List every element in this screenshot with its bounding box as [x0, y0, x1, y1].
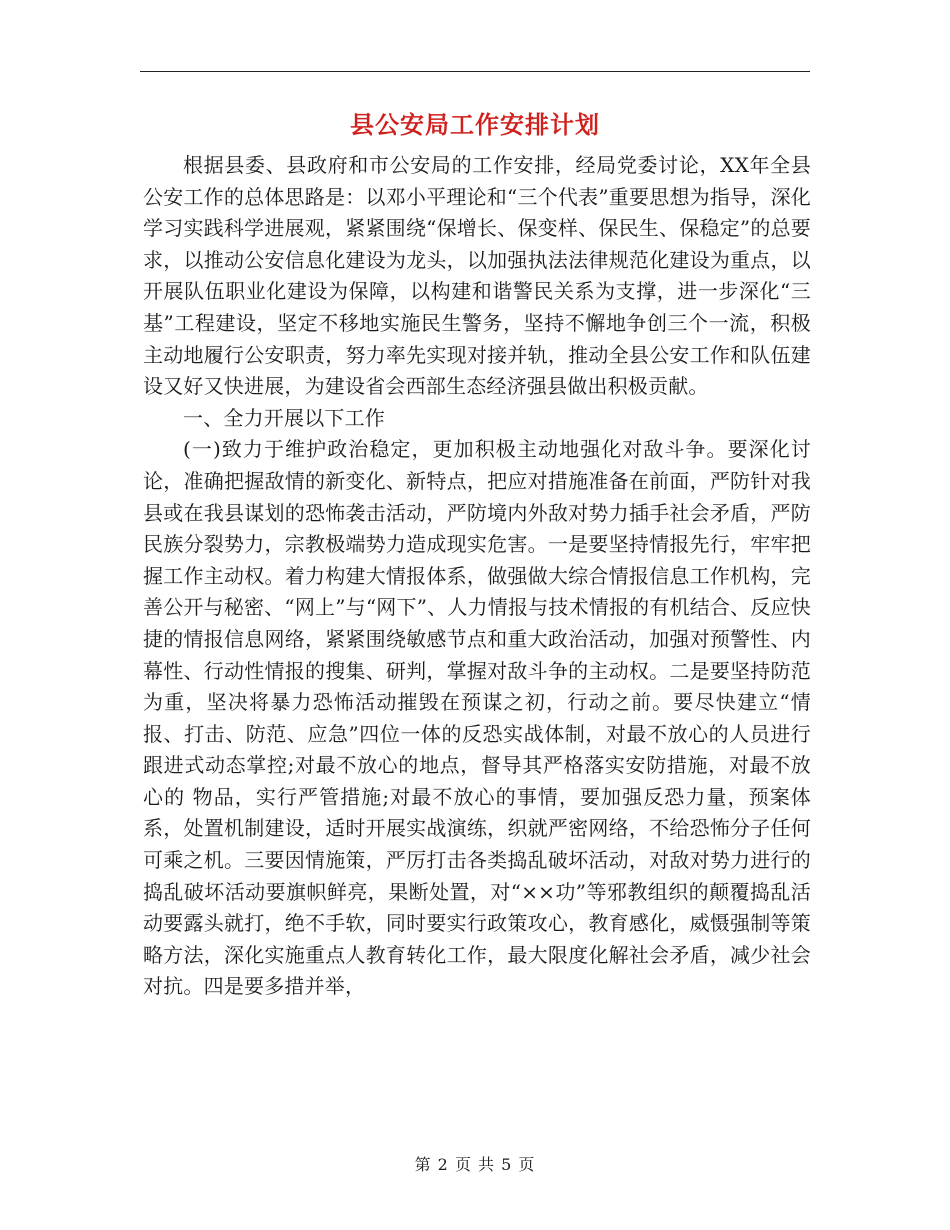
- section-heading: 一、全力开展以下工作: [183, 405, 385, 430]
- document-body: [143, 150, 811, 1003]
- section-paragraph: (一)致力于维护政治稳定，更加积极主动地强化对敌斗争。要深化讨论，准确把握敌情的新变化、新特点，把应对措施准备在前面，严防针对我县或在我县谋划的恐怖袭击活动，严防境内外敌对势力插手社会矛盾，严防民族分裂势力，宗教极端势力造成现实危害。一是要坚持情报先行，牢牢把握工作主动权。着力构建大情报体系，做强做大综合情报信息工作机构，完善公开与秘密、“网上”与“网下”、人力情报与技术情报的有机结合、反应快捷的情报信息网络，紧紧围绕敏感节点和重大政治活动，加强对预警性、内幕性、行动性情报的搜集、研判，掌握对敌斗争的主动权。二是要坚持防范为重，坚决将暴力恐怖活动摧毁在预谋之初，行动之前。要尽快建立“情报、打击、防范、应急”四位一体的反恐实战体制，对最不放心的人员进行跟进式动态掌控;对最不放心的地点，督导其严格落实安防措施，对最不放心的 物品，实行严管措施;对最不放心的事情，要加强反恐力量，预案体系，处置机制建设，适时开展实战演练，织就严密网络，不给恐怖分子任何可乘之机。三要因情施策，严厉打击各类捣乱破坏活动，对敌对势力进行的捣乱破坏活动要旗帜鲜亮，果断处置，对“××功”等邪教组织的颠覆捣乱活动要露头就打，绝不手软，同时要实行政策攻心，教育感化，威慑强制等策略方法，深化实施重点人教育转化工作，最大限度化解社会矛盾，减少社会对抗。四是要多措并举，: [143, 437, 811, 999]
- page-number: 第 2 页 共 5 页: [414, 1155, 536, 1174]
- document-title: 县公安局工作安排计划: [350, 111, 600, 139]
- header-rule: [140, 71, 810, 72]
- intro-paragraph: 根据县委、县政府和市公安局的工作安排，经局党委讨论，XX年全县公安工作的总体思路是：以邓小平理论和“三个代表”重要思想为指导，深化学习实践科学进展观，紧紧围绕“保增长、保变样、保民生、保稳定”的总要求，以推动公安信息化建设为龙头，以加强执法法律规范化建设为重点，以开展队伍职业化建设为保障，以构建和谐警民关系为支撑，进一步深化“三基”工程建设，坚定不移地实施民生警务，坚持不懈地争创三个一流，积极主动地履行公安职责，努力率先实现对接并轨，推动全县公安工作和队伍建设又好又快进展，为建设省会西部生态经济强县做出积极贡献。: [143, 153, 811, 399]
